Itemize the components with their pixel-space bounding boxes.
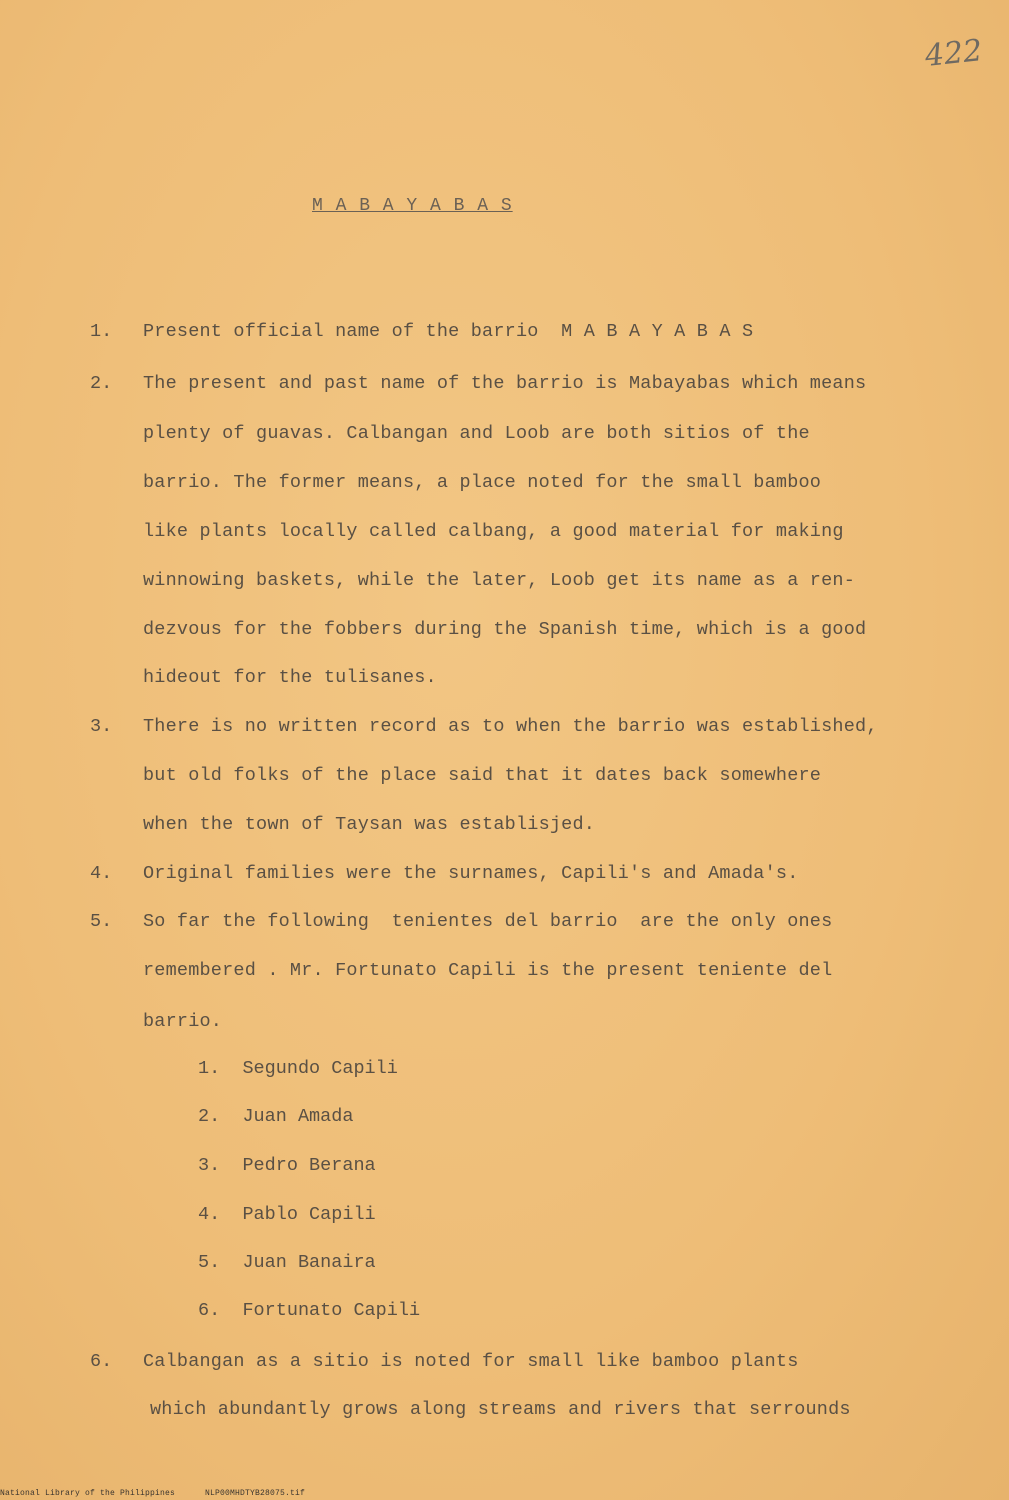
footer-filename: NLP00MHDTYB28075.tif: [205, 1489, 306, 1498]
item-line: plenty of guavas. Calbangan and Loob are both sitios of the: [143, 423, 810, 444]
item-line: barrio.: [143, 1011, 223, 1032]
item-line: barrio. The former means, a place noted for the small bamboo: [143, 472, 822, 493]
item-line: Calbangan as a sitio is noted for small like bamboo plants: [143, 1351, 799, 1372]
item-line: There is no written record as to when the barrio was established,: [143, 716, 878, 737]
teniente-list-item: 5. Juan Banaira: [198, 1252, 376, 1273]
teniente-list-item: 3. Pedro Berana: [198, 1155, 376, 1176]
item-line: Present official name of the barrio M A B A Y A B A S: [143, 321, 754, 342]
item-number: 4.: [90, 863, 113, 884]
item-number: 6.: [90, 1351, 113, 1372]
scan-footer: [0, 1489, 335, 1498]
item-line: remembered . Mr. Fortunato Capili is the present teniente del: [143, 960, 833, 981]
item-line: Original families were the surnames, Capili's and Amada's.: [143, 863, 799, 884]
teniente-list-item: 2. Juan Amada: [198, 1106, 354, 1127]
item-line: which abundantly grows along streams and rivers that serrounds: [150, 1399, 851, 1420]
footer-library: National Library of the Philippines: [0, 1489, 176, 1498]
item-line: like plants locally called calbang, a good material for making: [143, 521, 844, 542]
item-number: 3.: [90, 716, 113, 737]
item-line: but old folks of the place said that it dates back somewhere: [143, 765, 822, 786]
item-number: 5.: [90, 911, 113, 932]
item-line: The present and past name of the barrio is Mabayabas which means: [143, 373, 867, 394]
teniente-list-item: 6. Fortunato Capili: [198, 1300, 421, 1321]
item-line: when the town of Taysan was establisjed.: [143, 814, 596, 835]
item-line: dezvous for the fobbers during the Spanish time, which is a good: [143, 619, 867, 640]
item-line: hideout for the tulisanes.: [143, 667, 437, 688]
teniente-list-item: 1. Segundo Capili: [198, 1058, 398, 1079]
item-number: 2.: [90, 373, 113, 394]
item-line: So far the following tenientes del barrio are the only ones: [143, 911, 833, 932]
page-number: 422: [923, 33, 984, 74]
item-line: winnowing baskets, while the later, Loob get its name as a ren-: [143, 570, 856, 591]
item-number: 1.: [90, 321, 113, 342]
teniente-list-item: 4. Pablo Capili: [198, 1204, 376, 1225]
document-title: M A B A Y A B A S: [312, 196, 513, 216]
